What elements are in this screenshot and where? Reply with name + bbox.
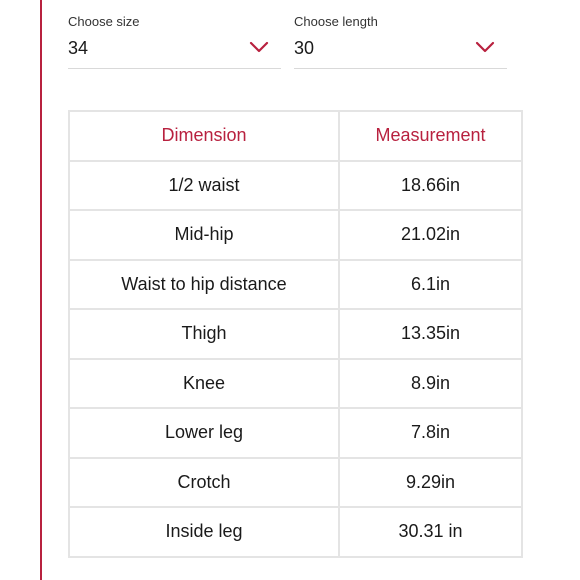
measurement-cell: 9.29in — [339, 458, 522, 508]
table-row — [69, 359, 522, 409]
table-row — [69, 458, 522, 508]
dimension-cell: Knee — [69, 359, 339, 409]
chevron-down-icon[interactable] — [249, 40, 269, 54]
dimension-cell: Waist to hip distance — [69, 260, 339, 310]
table-header-row — [69, 111, 522, 161]
table-row — [69, 408, 522, 458]
measurement-cell: 13.35in — [339, 309, 522, 359]
table-row — [69, 507, 522, 557]
measurement-cell: 21.02in — [339, 210, 522, 260]
dimension-header: Dimension — [69, 111, 339, 161]
table-row — [69, 309, 522, 359]
dimension-cell: Lower leg — [69, 408, 339, 458]
table-row — [69, 161, 522, 211]
dimension-cell: Crotch — [69, 458, 339, 508]
table-row — [69, 260, 522, 310]
size-table — [68, 110, 523, 558]
dimension-cell: Inside leg — [69, 507, 339, 557]
size-select-value: 34 — [68, 38, 89, 58]
measurement-cell: 8.9in — [339, 359, 522, 409]
panel-left-border — [40, 0, 42, 580]
measurement-cell: 30.31 in — [339, 507, 522, 557]
dimension-cell: 1/2 waist — [69, 161, 339, 211]
dimension-cell: Mid-hip — [69, 210, 339, 260]
length-select-value: 30 — [294, 38, 315, 58]
measurement-cell: 7.8in — [339, 408, 522, 458]
size-table-container — [68, 110, 521, 558]
measurement-header: Measurement — [339, 111, 522, 161]
table-row — [69, 210, 522, 260]
length-select-label: Choose length — [294, 14, 378, 29]
chevron-down-icon[interactable] — [475, 40, 495, 54]
size-select[interactable] — [68, 10, 281, 69]
measurement-cell: 6.1in — [339, 260, 522, 310]
size-select-label: Choose size — [68, 14, 140, 29]
measurement-cell: 18.66in — [339, 161, 522, 211]
length-select[interactable] — [294, 10, 507, 69]
dimension-cell: Thigh — [69, 309, 339, 359]
